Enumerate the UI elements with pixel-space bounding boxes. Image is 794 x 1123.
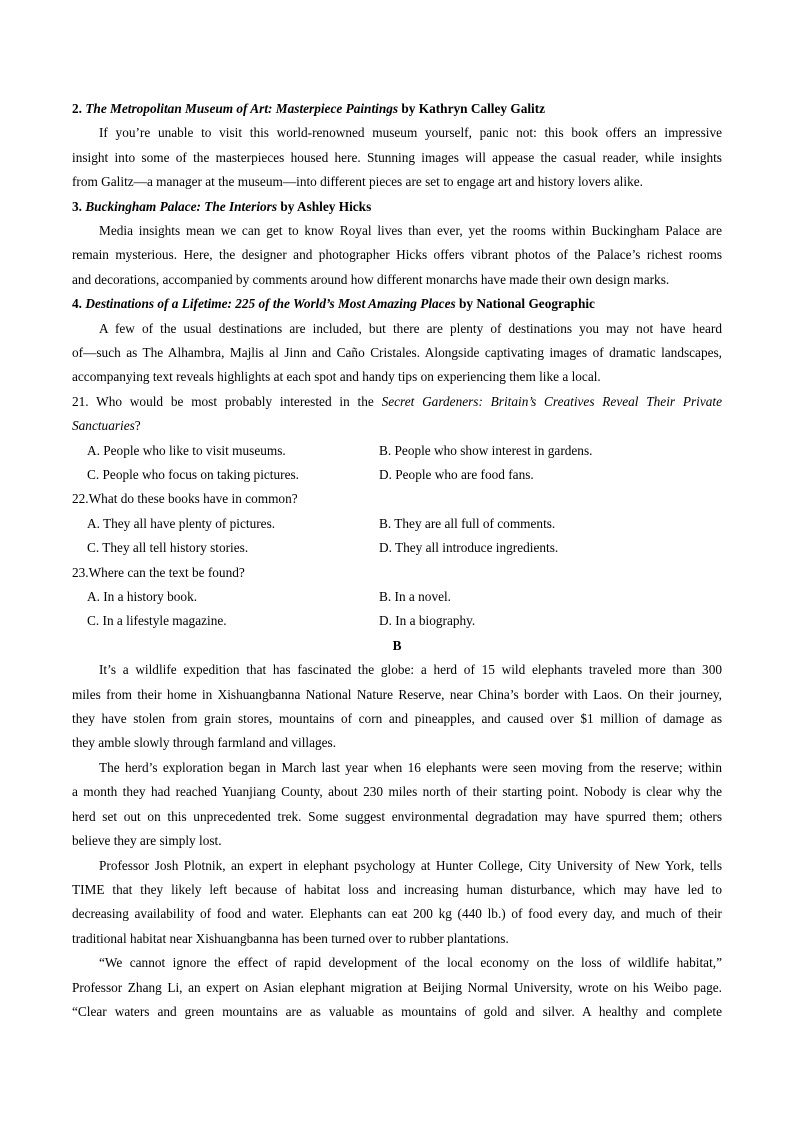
q22-option-d[interactable]: D. They all introduce ingredients. bbox=[379, 540, 559, 556]
question-21-options-row-1 bbox=[72, 439, 722, 463]
question-21-stem bbox=[72, 390, 722, 414]
question-21-prefix: 21. Who would be most probably interested in the bbox=[72, 393, 382, 409]
q22-option-b[interactable]: B. They are all full of comments. bbox=[379, 515, 556, 531]
book-4-author: by National Geographic bbox=[459, 296, 595, 312]
passage-b-p2-line-2: a month they had reached Yuanjiang County, about 230 miles north of their starting point. Nobody is clear why the bbox=[72, 784, 722, 800]
passage-b-p4-line-1: “We cannot ignore the effect of rapid development of the local economy on the loss of wildlife habitat,” bbox=[99, 955, 722, 971]
q21-option-a[interactable]: A. People who like to visit museums. bbox=[87, 442, 286, 458]
passage-b-p1-line-1: It’s a wildlife expedition that has fascinated the globe: a herd of 15 wild elephants traveled more than 300 bbox=[99, 662, 722, 678]
q21-option-b[interactable]: B. People who show interest in gardens. bbox=[379, 442, 593, 458]
passage-b-p3-line-2: TIME that they likely left because of habitat loss and increasing human disturbance, which may have led to bbox=[72, 881, 722, 897]
q21-option-c[interactable]: C. People who focus on taking pictures. bbox=[87, 467, 299, 483]
question-23-stem: 23.Where can the text be found? bbox=[72, 564, 245, 580]
q21-option-d[interactable]: D. People who are food fans. bbox=[379, 467, 534, 483]
book-2-number: 2. bbox=[72, 101, 82, 116]
book-3-title: Buckingham Palace: The Interiors bbox=[85, 198, 278, 214]
question-23-options-row-1 bbox=[72, 585, 722, 609]
question-21-stem-cont bbox=[72, 414, 722, 438]
book-4-desc-line-2: of—such as The Alhambra, Majlis al Jinn and Caño Cristales. Alongside captivating images of dramatic landscapes, bbox=[72, 345, 722, 361]
question-22-stem: 22.What do these books have in common? bbox=[72, 491, 298, 507]
book-3-number: 3. bbox=[72, 198, 82, 214]
passage-b-p2-line-3: herd set out on this unprecedented trek. Some suggest environmental degradation may have spurred them; others bbox=[72, 808, 722, 824]
q23-option-c[interactable]: C. In a lifestyle magazine. bbox=[87, 613, 227, 629]
book-2-author: by Kathryn Calley Galitz bbox=[401, 101, 546, 116]
book-3-author: by Ashley Hicks bbox=[280, 198, 372, 214]
document-content bbox=[72, 97, 722, 1024]
book-3-desc-line-3: and decorations, accompanied by comments around how different monarchs have made their own design marks. bbox=[72, 271, 670, 287]
question-21-book-title: Secret Gardeners: Britain’s Creatives Reveal Their Private bbox=[381, 393, 723, 409]
q23-option-a[interactable]: A. In a history book. bbox=[87, 589, 198, 605]
book-4-title: Destinations of a Lifetime: 225 of the World’s Most Amazing Places bbox=[85, 296, 456, 312]
q23-option-b[interactable]: B. In a novel. bbox=[379, 589, 452, 605]
book-2-desc-line-3: from Galitz—a manager at the museum—into different pieces are set to engage art and history lovers alike. bbox=[72, 174, 643, 190]
book-2-title: The Metropolitan Museum of Art: Masterpiece Paintings bbox=[85, 101, 399, 116]
passage-b-p1-line-4: they amble slowly through farmland and villages. bbox=[72, 735, 337, 751]
book-2-desc-line-2: insight into some of the masterpieces housed here. Stunning images will appease the casual reader, while insights bbox=[72, 149, 722, 165]
question-23-options-row-2 bbox=[72, 609, 722, 633]
question-21-options-row-2 bbox=[72, 463, 722, 487]
passage-b-p1-line-3: they have stolen from grain stores, mountains of corn and pineapples, and caused over $1 million of damage as bbox=[72, 711, 722, 727]
question-22-options-row-2 bbox=[72, 536, 722, 560]
passage-b-p3-line-1: Professor Josh Plotnik, an expert in elephant psychology at Hunter College, City University of New York, tells bbox=[99, 857, 722, 873]
book-2-desc-line-1: If you’re unable to visit this world-renowned museum yourself, panic not: this book offers an impressive bbox=[99, 125, 722, 141]
passage-b-p3-line-4: traditional habitat near Xishuangbanna has been turned over to rubber plantations. bbox=[72, 930, 509, 946]
book-4-heading bbox=[72, 292, 722, 316]
passage-b-p2-line-4: believe they are simply lost. bbox=[72, 833, 222, 849]
q23-option-d[interactable]: D. In a biography. bbox=[379, 613, 476, 629]
section-b-heading: B bbox=[392, 637, 402, 653]
question-21-book-title-end: Sanctuaries bbox=[72, 418, 135, 434]
passage-b-p4-line-3: “Clear waters and green mountains are as valuable as mountains of gold and silver. A healthy and complete bbox=[72, 1003, 722, 1019]
passage-b-p4-line-2: Professor Zhang Li, an expert on Asian elephant migration at Beijing Normal University, wrote on his Weibo page. bbox=[72, 979, 722, 995]
question-22-options-row-1 bbox=[72, 512, 722, 536]
book-3-desc-line-2: remain mysterious. Here, the designer and photographer Hicks offers vibrant photos of the Palace’s richest rooms bbox=[72, 247, 722, 263]
passage-b-p2-line-1: The herd’s exploration began in March last year when 16 elephants were seen moving from the reserve; within bbox=[99, 759, 722, 775]
book-4-number: 4. bbox=[72, 296, 82, 312]
q22-option-c[interactable]: C. They all tell history stories. bbox=[87, 540, 249, 556]
book-4-desc-line-1: A few of the usual destinations are included, but there are plenty of destinations you may not have heard bbox=[99, 320, 722, 336]
passage-b-p3-line-3: decreasing availability of food and water. Elephants can eat 200 kg (440 lb.) of food every day, and much of their bbox=[72, 906, 722, 922]
question-21-mark: ? bbox=[134, 418, 141, 434]
book-2-heading bbox=[72, 97, 722, 121]
book-3-desc-line-1: Media insights mean we can get to know Royal lives than ever, yet the rooms within Buckingham Palace are bbox=[99, 223, 722, 239]
book-4-desc-line-3: accompanying text reveals highlights at each spot and handy tips on experiencing them like a local. bbox=[72, 369, 601, 385]
passage-b-p1-line-2: miles from their home in Xishuangbanna National Nature Reserve, near China’s border with Laos. On their journey, bbox=[72, 686, 722, 702]
book-3-heading bbox=[72, 195, 722, 219]
q22-option-a[interactable]: A. They all have plenty of pictures. bbox=[87, 515, 276, 531]
